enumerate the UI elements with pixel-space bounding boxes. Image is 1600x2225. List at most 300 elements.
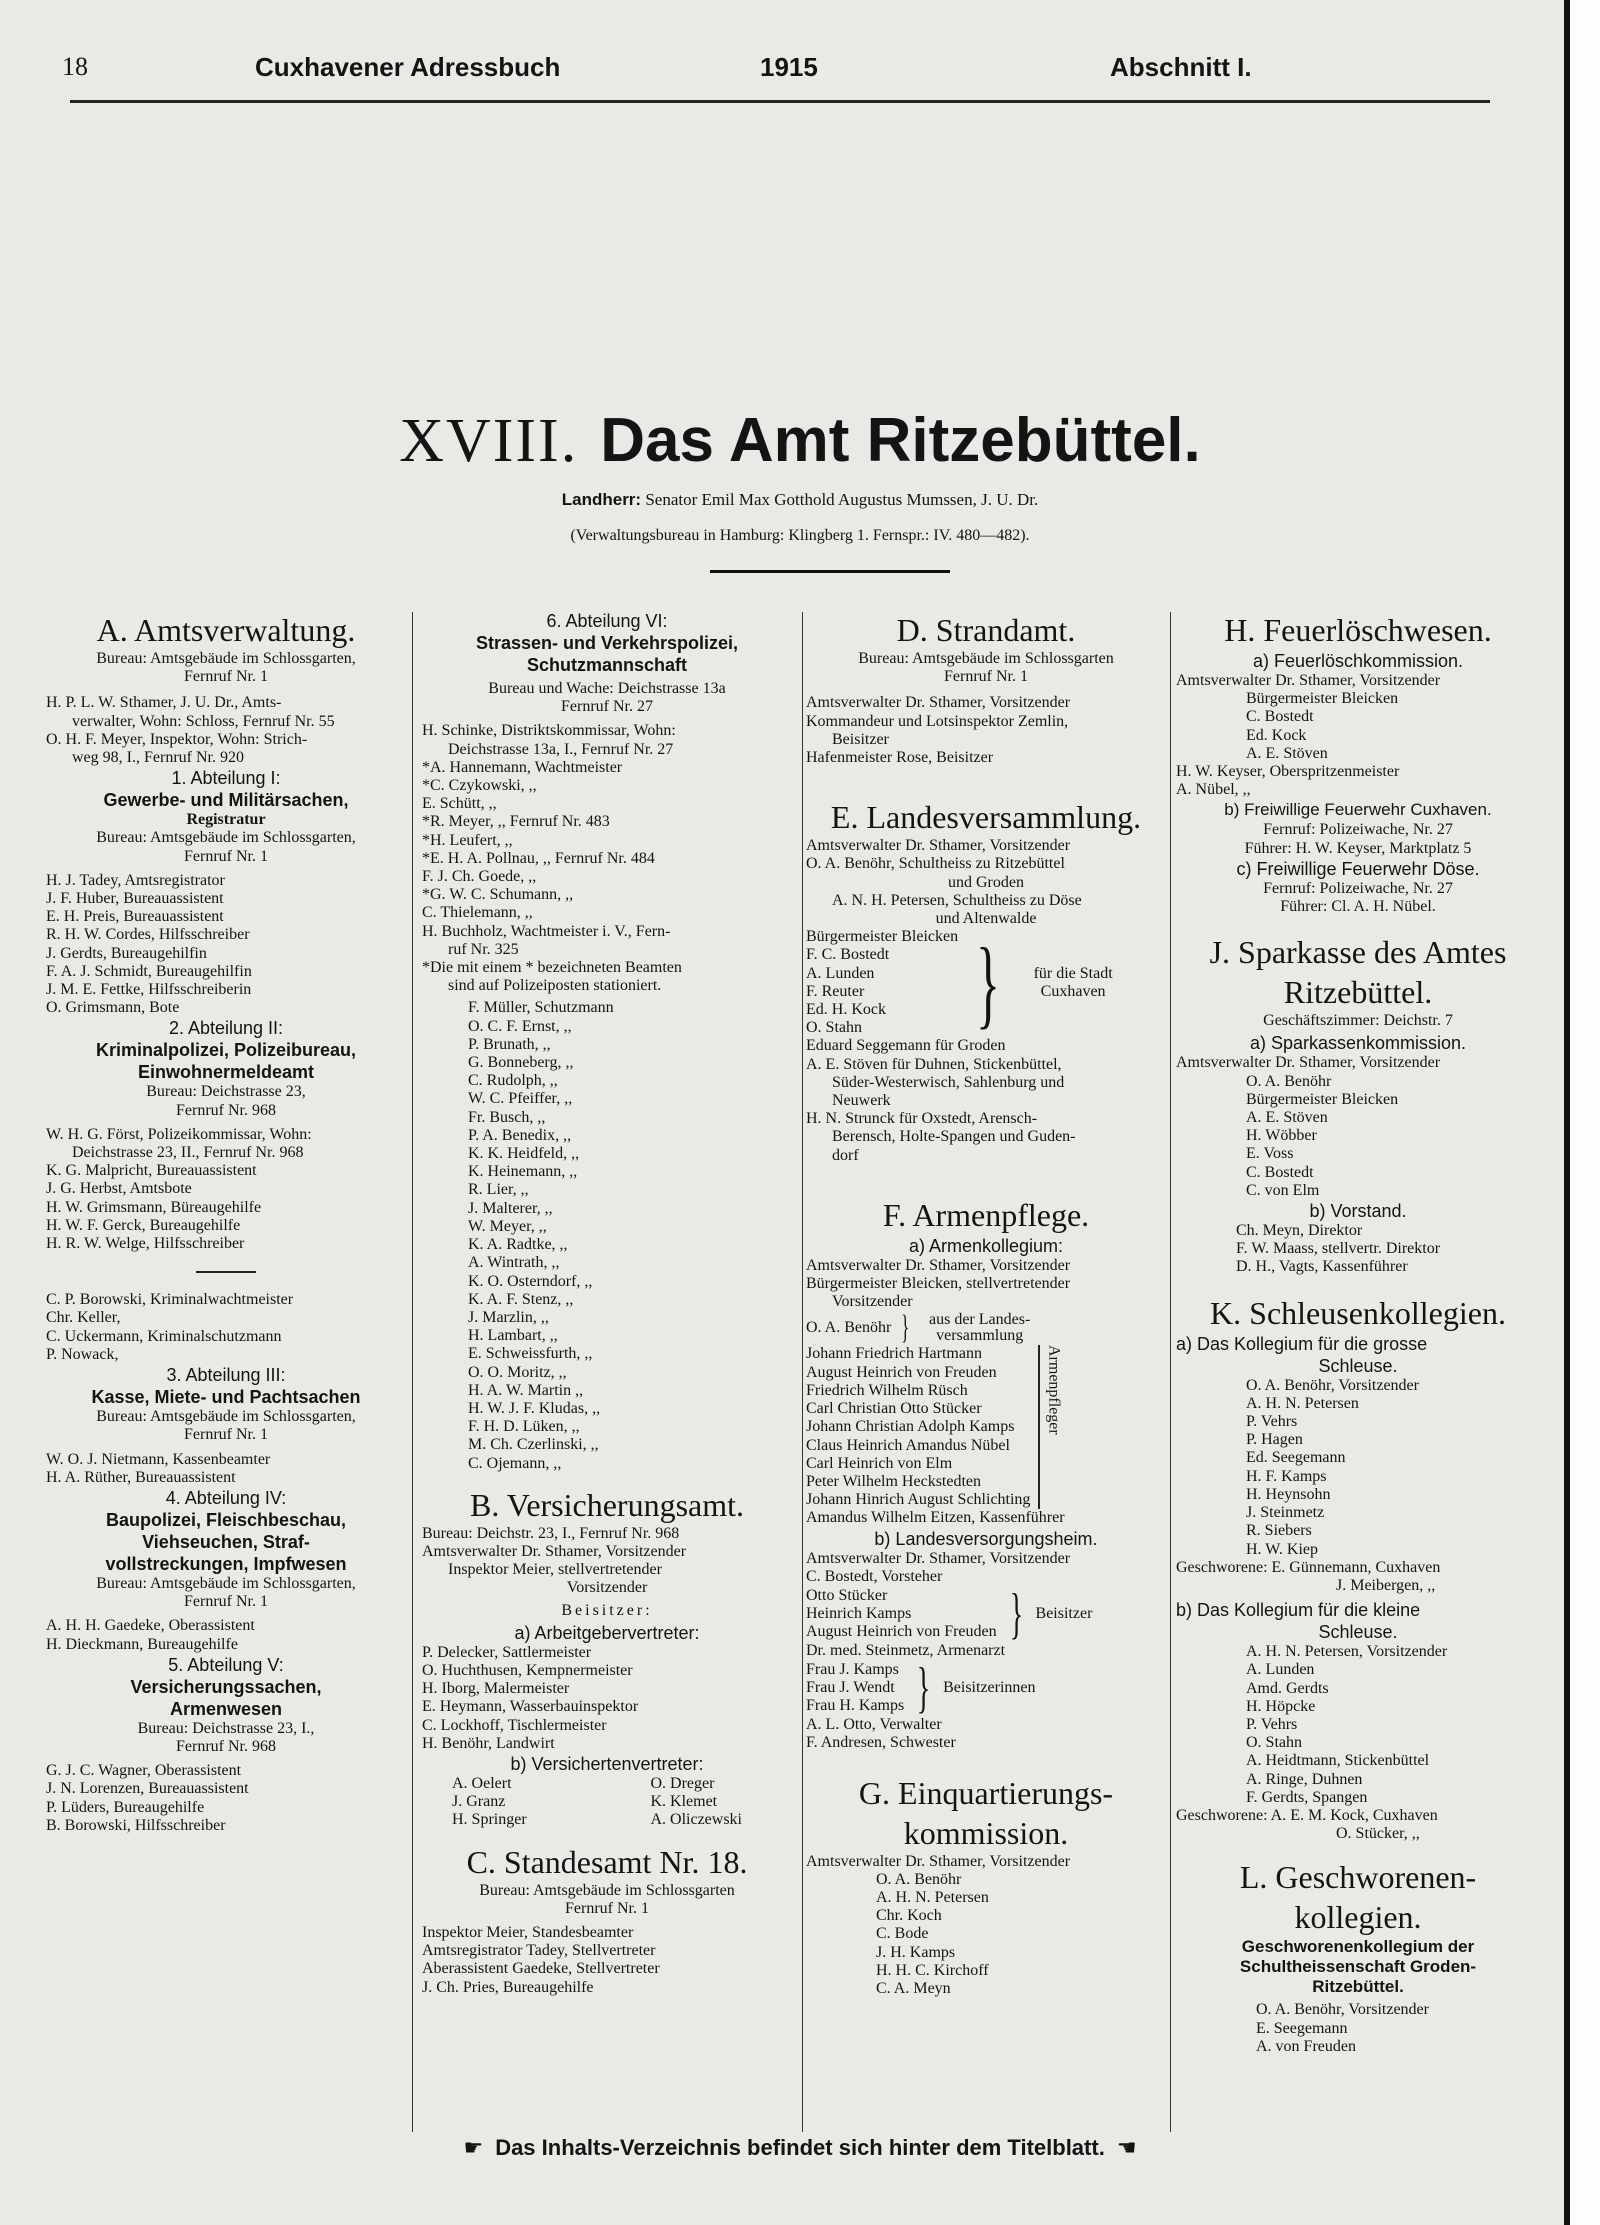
armenpfleger-group <box>806 1345 1166 1509</box>
list-item: O. C. F. Ernst, ,, <box>468 1017 572 1035</box>
text-line: Fernruf Nr. 1 <box>184 1426 268 1444</box>
subsection-name: Geschworenenkollegium der <box>1241 1937 1475 1957</box>
list-item: H. A. W. Martin ,, <box>468 1381 584 1399</box>
text-line: J. Granz <box>452 1793 506 1811</box>
subsection-title: b) Freiwillige Feuerwehr Cuxhaven. <box>1224 800 1492 820</box>
text-line: Johann Christian Adolph Kamps <box>806 1418 1015 1436</box>
subsection-title: a) Sparkassenkommission. <box>1249 1033 1467 1054</box>
text-line: C. Thielemann, ,, <box>422 904 533 922</box>
list-item: O. O. Moritz, ,, <box>468 1363 567 1381</box>
text-line: O. Stahn <box>1246 1734 1302 1752</box>
footer-notice <box>0 2135 1600 2161</box>
text-line: F. A. J. Schmidt, Bureaugehilfin <box>46 962 252 980</box>
list-item: K. K. Heidfeld, ,, <box>468 1145 580 1163</box>
subsection-title: 3. Abteilung III: <box>166 1365 286 1386</box>
armenpfleger-label: Armenpfleger <box>1038 1345 1062 1509</box>
list-item: W. Meyer, ,, <box>468 1217 547 1235</box>
text-line: Führer: Cl. A. H. Nübel. <box>1280 898 1436 916</box>
text-line: A. E. Stöven <box>1246 744 1328 762</box>
section-heading-j: J. Sparkasse des Amtes <box>1209 934 1507 971</box>
text-line: O. Stücker, ,, <box>1336 1825 1420 1843</box>
text-line: H. W. Kiep <box>1246 1540 1318 1558</box>
text-line: A. N. H. Petersen, Schultheiss zu Döse <box>832 891 1082 909</box>
text-line: verwalter, Wohn: Schloss, Fernruf Nr. 55 <box>72 712 335 730</box>
text-line: H. Benöhr, Landwirt <box>422 1734 555 1752</box>
text-line: Ch. Meyn, Direktor <box>1236 1222 1363 1240</box>
text-line: E. Schütt, ,, <box>422 795 497 813</box>
text-line: J. N. Lorenzen, Bureauassistent <box>46 1780 249 1798</box>
text-line: Aberassistent Gaedeke, Stellvertreter <box>422 1960 660 1978</box>
text-line: Hafenmeister Rose, Beisitzer <box>806 749 994 767</box>
text-line: Deichstrasse 23, II., Fernruf Nr. 968 <box>72 1144 304 1162</box>
page-edge <box>1564 0 1600 2225</box>
subsection-title: 4. Abteilung IV: <box>165 1487 287 1508</box>
text-line: H. Iborg, Malermeister <box>422 1680 570 1698</box>
text-line: C. Bode <box>876 1925 929 1943</box>
text-line: J. H. Kamps <box>876 1943 956 1961</box>
text-line: Bureau: Amtsgebäude im Schlossgarten, <box>96 1574 356 1592</box>
subsection-title: Schleuse. <box>1318 1355 1398 1376</box>
text-line: Bureau: Amtsgebäude im Schlossgarten <box>479 1881 735 1899</box>
text-line: *C. Czykowski, ,, <box>422 777 537 795</box>
text-line: Fernruf Nr. 1 <box>944 668 1028 686</box>
subsection-title: Schleuse. <box>1318 1622 1398 1643</box>
text-line: Vorsitzender <box>832 1293 913 1311</box>
staff-list <box>422 722 792 995</box>
text-line: Führer: H. W. Keyser, Marktplatz 5 <box>1244 839 1472 857</box>
text-line: Carl Christian Otto Stücker <box>806 1400 982 1418</box>
year: 1915 <box>760 52 818 82</box>
list-item: J. Marzlin, ,, <box>468 1308 549 1326</box>
text-line: Amd. Gerdts <box>1246 1679 1329 1697</box>
text-line: H. Wöbber <box>1246 1127 1317 1145</box>
text-line: A. von Freuden <box>1256 2037 1356 2055</box>
subsection-title: 2. Abteilung II: <box>168 1018 284 1039</box>
text-line: P. Lüders, Bureaugehilfe <box>46 1798 205 1816</box>
text-line: H. Dieckmann, Bureaugehilfe <box>46 1635 238 1653</box>
text-line: J. Ch. Pries, Bureaugehilfe <box>422 1978 594 1996</box>
text-line: Bürgermeister Bleicken <box>1246 690 1399 708</box>
list-item: E. Schweissfurth, ,, <box>468 1345 593 1363</box>
subsection-name: Versicherungssachen, <box>130 1676 322 1697</box>
text-line: H. W. Grimsmann, Büreaugehilfe <box>46 1198 262 1216</box>
text-line: Geschworene: A. E. M. Kock, Cuxhaven <box>1176 1806 1438 1824</box>
subsection-title: c) Freiwillige Feuerwehr Döse. <box>1236 858 1480 879</box>
text-line: O. A. Benöhr <box>876 1870 962 1888</box>
chapter-name: Das Amt Ritzebüttel. <box>600 406 1201 475</box>
text-line: Eduard Seggemann für Groden <box>806 1037 1006 1055</box>
subsection-name: Baupolizei, Fleischbeschau, <box>105 1509 347 1530</box>
subsection-name: Gewerbe- und Militärsachen, <box>103 790 349 811</box>
text-line: J. Steinmetz <box>1246 1504 1325 1522</box>
subsection-title: 5. Abteilung V: <box>168 1654 284 1675</box>
text-line: H. W. Keyser, Oberspritzenmeister <box>1176 763 1400 781</box>
text-line: A. Ringe, Duhnen <box>1246 1770 1363 1788</box>
text-line: H. R. W. Welge, Hilfsschreiber <box>46 1235 245 1253</box>
text-line: J. M. E. Fettke, Hilfsschreiberin <box>46 981 252 999</box>
text-line: Bürgermeister Bleicken, stellvertretender <box>806 1275 1071 1293</box>
text-line: Friedrich Wilhelm Rüsch <box>806 1381 968 1399</box>
subsection-name: vollstreckungen, Impfwesen <box>105 1553 347 1574</box>
text-line: Süder-Westerwisch, Sahlenburg und <box>832 1073 1065 1091</box>
text-line: O. H. F. Meyer, Inspektor, Wohn: Strich- <box>46 730 308 748</box>
list-item: K. A. F. Stenz, ,, <box>468 1290 574 1308</box>
text-line: C. P. Borowski, Kriminalwachtmeister <box>46 1291 294 1309</box>
brace-glyph: } <box>916 1657 931 1720</box>
brace-label: Beisitzer <box>1035 1604 1093 1622</box>
text-line: Geschworene: E. Günnemann, Cuxhaven <box>1176 1558 1441 1576</box>
text-line: ruf Nr. 325 <box>448 940 519 958</box>
text-line: D. H., Vagts, Kassenführer <box>1236 1258 1408 1276</box>
list-item: Fr. Busch, ,, <box>468 1108 546 1126</box>
text-line: Johann Friedrich Hartmann <box>806 1345 982 1363</box>
list-item: K. O. Osterndorf, ,, <box>468 1272 593 1290</box>
text-line: Fernruf Nr. 1 <box>565 1899 649 1917</box>
text-line: C. Bostedt <box>1246 708 1314 726</box>
section-heading-e: E. Landesversammlung. <box>830 799 1142 836</box>
list-item: J. Malterer, ,, <box>468 1199 553 1217</box>
subsection-name: Schultheissenschaft Groden- <box>1239 1957 1477 1977</box>
book-title: Cuxhavener Adressbuch <box>255 52 561 82</box>
text-line: Amtsverwalter Dr. Sthamer, Vorsitzender <box>806 1256 1071 1274</box>
section-heading-f: F. Armenpflege. <box>882 1196 1090 1233</box>
text-line: Frau H. Kamps <box>806 1697 905 1715</box>
text-line: H. Springer <box>452 1811 527 1829</box>
subsection-title: b) Versichertenvertreter: <box>510 1753 704 1774</box>
brace-label: für die Stadt Cuxhaven <box>1033 964 1113 1000</box>
text-line: Bureau: Amtsgebäude im Schlossgarten, <box>96 650 356 667</box>
subsection-name: Schutzmannschaft <box>526 655 688 675</box>
column-1 <box>46 610 406 1835</box>
text-line: H. F. Kamps <box>1246 1467 1327 1485</box>
text-line: H. A. Rüther, Bureauassistent <box>46 1468 236 1486</box>
bureau-line: (Verwaltungsbureau in Hamburg: Klingberg 1. Fernspr.: IV. 480—482). <box>570 527 1030 544</box>
text-line: Amtsverwalter Dr. Sthamer, Vorsitzender <box>1176 672 1441 689</box>
text-line: C. Bostedt, Vorsteher <box>806 1567 943 1585</box>
text-line: Amtsverwalter Dr. Sthamer, Vorsitzender <box>806 1852 1071 1870</box>
section-heading-k: K. Schleusenkollegien. <box>1210 1294 1506 1331</box>
text-line: A. H. H. Gaedeke, Oberassistent <box>46 1617 255 1635</box>
text-line: W. O. J. Nietmann, Kassenbeamter <box>46 1450 271 1468</box>
text-line: Bureau: Deichstr. 23, I., Fernruf Nr. 968 <box>422 1524 680 1542</box>
subsection-title: 6. Abteilung VI: <box>546 611 668 631</box>
text-line: Amtsverwalter Dr. Sthamer, Vorsitzender <box>806 837 1071 855</box>
text-line: Fernruf Nr. 968 <box>176 1101 276 1119</box>
text-line: A. Nübel, ,, <box>1176 781 1251 799</box>
section-heading-d: D. Strandamt. <box>896 612 1076 648</box>
list-item: P. A. Benedix, ,, <box>468 1126 572 1144</box>
list-item: C. Ojemann, ,, <box>468 1454 562 1472</box>
text-line: Bürgermeister Bleicken <box>1246 1090 1399 1108</box>
text-line: Bureau: Amtsgebäude im Schlossgarten <box>858 650 1114 667</box>
column-rule <box>412 612 413 2132</box>
page-number: 18 <box>62 52 88 81</box>
text-line: Fernruf Nr. 1 <box>184 668 268 686</box>
text-line: K. G. Malpricht, Bureauassistent <box>46 1162 257 1180</box>
text-line: F. Gerdts, Spangen <box>1246 1788 1368 1806</box>
brace-glyph: } <box>901 1309 910 1347</box>
text-line: Beisitzer <box>832 730 889 748</box>
text-line: Johann Hinrich August Schlichting <box>806 1491 1031 1509</box>
running-header <box>0 52 1600 92</box>
brace-glyph: } <box>976 926 1001 1038</box>
column-4 <box>1176 610 1540 2056</box>
text-line: Frau J. Kamps <box>806 1660 899 1678</box>
text-line: E. Heymann, Wasserbauinspektor <box>422 1698 639 1716</box>
text-line: Vorsitzender <box>566 1579 648 1597</box>
text-line: *H. Leufert, ,, <box>422 831 513 849</box>
text-line: Beisitzer: <box>561 1601 653 1619</box>
text-line: H. Schinke, Distriktskommissar, Wohn: <box>422 722 676 740</box>
text-line: Amtsverwalter Dr. Sthamer, Vorsitzender <box>806 694 1071 712</box>
list-item: K. Heinemann, ,, <box>468 1163 578 1181</box>
two-column-list <box>422 1775 792 1830</box>
text-line: H. W. F. Gerck, Bureaugehilfe <box>46 1216 241 1234</box>
subsection-name: Kasse, Miete- und Pachtsachen <box>91 1387 361 1408</box>
text-line: E. Seegemann <box>1256 2019 1348 2037</box>
text-line: Fernruf Nr. 1 <box>184 847 268 865</box>
text-line: Fernruf: Polizeiwache, Nr. 27 <box>1263 879 1453 897</box>
subsection-name: Einwohnermeldeamt <box>137 1062 315 1083</box>
text-line: Bureau: Deichstrasse 23, I., <box>137 1719 315 1737</box>
text-line: *R. Meyer, ,, Fernruf Nr. 483 <box>422 813 610 831</box>
text-line: O. A. Benöhr <box>1246 1072 1332 1090</box>
text-line: und Altenwalde <box>935 910 1037 928</box>
text-line: A. H. N. Petersen, Vorsitzender <box>1246 1643 1448 1661</box>
text-line: C. Uckermann, Kriminalschutzmann <box>46 1327 282 1345</box>
brace-group <box>806 1311 1166 1345</box>
list-item: M. Ch. Czerlinski, ,, <box>468 1436 599 1454</box>
text-line: O. A. Benöhr, Schultheiss zu Ritzebüttel <box>806 855 1065 873</box>
text-line: Claus Heinrich Amandus Nübel <box>806 1436 1010 1454</box>
text-line: O. Dreger <box>650 1774 715 1792</box>
text-line: Deichstrasse 13a, I., Fernruf Nr. 27 <box>448 740 674 758</box>
schutzmann-list <box>422 999 792 1472</box>
section-heading-a: A. Amtsverwaltung. <box>96 612 356 648</box>
subsection-title: a) Das Kollegium für die grosse <box>1176 1333 1428 1354</box>
text-line: H. J. Tadey, Amtsregistrator <box>46 871 225 889</box>
text-line: F. W. Maass, stellvertr. Direktor <box>1236 1240 1441 1258</box>
column-rule <box>802 612 803 2132</box>
text-line: P. Hagen <box>1246 1431 1303 1449</box>
text-line: O. A. Benöhr, Vorsitzender <box>1256 2001 1429 2019</box>
list-item: W. C. Pfeiffer, ,, <box>468 1090 573 1108</box>
text-line: P. Vehrs <box>1246 1715 1298 1733</box>
pointing-hand-icon: ☛ <box>463 2135 484 2160</box>
section-heading-c: C. Standesamt Nr. 18. <box>466 1843 748 1880</box>
text-line: Ed. Kock <box>1246 726 1307 744</box>
brace-group <box>806 928 1166 1037</box>
list-item: H. W. J. F. Kludas, ,, <box>468 1399 601 1417</box>
text-line: C. Bostedt <box>1246 1163 1314 1181</box>
text-line: Amtsverwalter Dr. Sthamer, Vorsitzender <box>1176 1054 1441 1072</box>
column-rule <box>1170 612 1171 2132</box>
column-3 <box>806 610 1166 1998</box>
text-line: Inspektor Meier, stellvertretender <box>448 1561 662 1579</box>
text-line: Inspektor Meier, Standesbeamter <box>422 1923 634 1941</box>
text-line: Frau J. Wendt <box>806 1679 895 1697</box>
column-2 <box>422 610 792 1997</box>
text-line: Fernruf Nr. 27 <box>561 698 653 716</box>
list-item: F. H. D. Lüken, ,, <box>468 1418 580 1436</box>
text-line: Ed. Seegemann <box>1246 1449 1346 1467</box>
text-line: Chr. Keller, <box>46 1309 121 1327</box>
text-line: W. H. G. Först, Polizeikommissar, Wohn: <box>46 1125 312 1143</box>
text-line: P. Vehrs <box>1246 1413 1298 1431</box>
text-line: H. P. L. W. Sthamer, J. U. Dr., Amts- <box>46 694 282 712</box>
subsection-title: b) Das Kollegium für die kleine <box>1176 1600 1421 1621</box>
text-line: R. H. W. Cordes, Hilfsschreiber <box>46 926 250 944</box>
text-line: Geschäftszimmer: Deichstr. 7 <box>1263 1012 1453 1030</box>
subsection-title: 1. Abteilung I: <box>171 768 281 789</box>
subsection-name: Viehseuchen, Straf- <box>142 1531 310 1552</box>
text-line: dorf <box>832 1146 859 1164</box>
text-line: sind auf Polizeiposten stationiert. <box>448 977 662 995</box>
list-item: G. Bonneberg, ,, <box>468 1054 574 1072</box>
text-line: A. E. Stöven für Duhnen, Stickenbüttel, <box>806 1055 1062 1073</box>
brace-group <box>806 1582 1166 1645</box>
footer-text: Das Inhalts-Verzeichnis befindet sich hinter dem Titelblatt. <box>495 2135 1105 2160</box>
list-item: A. Wintrath, ,, <box>468 1254 560 1272</box>
text-line: Heinrich Kamps <box>806 1604 912 1622</box>
text-line: B. Borowski, Hilfsschreiber <box>46 1816 226 1834</box>
title-rule <box>710 570 950 573</box>
text-line: C. Lockhoff, Tischlermeister <box>422 1716 607 1734</box>
text-line: A. H. N. Petersen <box>1246 1394 1359 1412</box>
text-line: August Heinrich von Freuden <box>806 1623 997 1641</box>
text-line: Fernruf: Polizeiwache, Nr. 27 <box>1263 821 1453 839</box>
text-line: Otto Stücker <box>806 1586 888 1604</box>
text-line: J. Meibergen, ,, <box>1336 1576 1436 1594</box>
text-line: *G. W. C. Schumann, ,, <box>422 886 574 904</box>
text-line: Carl Heinrich von Elm <box>806 1454 953 1472</box>
divider <box>196 1271 256 1273</box>
grosse-schleuse-list <box>1176 1377 1540 1559</box>
section-heading-j-cont: Ritzebüttel. <box>1283 974 1433 1011</box>
text-line: *A. Hannemann, Wachtmeister <box>422 758 623 776</box>
pointing-hand-left-icon: ☚ <box>1116 2135 1137 2160</box>
text-line: K. Klemet <box>650 1793 718 1811</box>
text-line: O. A. Benöhr, Vorsitzender <box>1246 1376 1419 1394</box>
section-heading-b: B. Versicherungsamt. <box>469 1486 745 1523</box>
brace-glyph: } <box>1009 1582 1023 1645</box>
header-rule <box>70 100 1490 103</box>
list-item: C. Rudolph, ,, <box>468 1072 558 1090</box>
subsection-title: a) Feuerlöschkommission. <box>1252 651 1464 671</box>
list-item: K. A. Radtke, ,, <box>468 1236 568 1254</box>
text-line: Bürgermeister Bleicken <box>806 928 959 946</box>
text-line: Ed. H. Kock <box>806 1001 886 1019</box>
text-line: Bureau: Deichstrasse 23, <box>146 1083 306 1101</box>
text-line: Peter Wilhelm Heckstedten <box>806 1472 982 1490</box>
landherr-line <box>0 490 1600 510</box>
text-line: E. Voss <box>1246 1145 1294 1163</box>
text-line: Registratur <box>186 811 266 829</box>
brace-label: aus der Landes-versammlung <box>929 1311 1031 1345</box>
text-line: *E. H. A. Pollnau, ,, Fernruf Nr. 484 <box>422 849 655 867</box>
text-line: C. von Elm <box>1246 1181 1320 1199</box>
section-heading-l: L. Geschworenen- <box>1239 1859 1477 1896</box>
chapter-title <box>0 405 1600 477</box>
text-line: Amtsverwalter Dr. Sthamer, Vorsitzender <box>422 1542 687 1560</box>
text-line: Dr. med. Steinmetz, Armenarzt <box>806 1641 1006 1659</box>
text-line: H. Buchholz, Wachtmeister i. V., Fern- <box>422 922 671 940</box>
text-line: Bureau: Amtsgebäude im Schlossgarten, <box>96 1408 356 1426</box>
text-line: J. G. Herbst, Amtsbote <box>46 1180 192 1198</box>
text-line: A. Oliczewski <box>650 1811 742 1829</box>
subsection-name: Strassen- und Verkehrspolizei, <box>475 633 739 653</box>
text-line: Bureau und Wache: Deichstrasse 13a <box>488 680 726 697</box>
text-line: A. Lunden <box>806 964 875 982</box>
text-line: Bureau: Amtsgebäude im Schlossgarten, <box>96 829 356 847</box>
text-line: R. Siebers <box>1246 1522 1312 1540</box>
text-line: Fernruf Nr. 1 <box>184 1593 268 1611</box>
subsection-name: Kriminalpolizei, Polizeibureau, <box>95 1040 357 1061</box>
list-item: H. Lambart, ,, <box>468 1327 558 1345</box>
section-heading-h: H. Feuerlöschwesen. <box>1224 612 1492 648</box>
text-line: P. Nowack, <box>46 1345 119 1363</box>
brace-label: Beisitzerinnen <box>943 1679 1036 1697</box>
text-line: Amtsregistrator Tadey, Stellvertreter <box>422 1942 656 1960</box>
text-line: O. Grimsmann, Bote <box>46 999 180 1017</box>
text-line: A. Oelert <box>452 1774 512 1792</box>
text-line: A. Heidtmann, Stickenbüttel <box>1246 1752 1430 1770</box>
text-line: H. Höpcke <box>1246 1697 1316 1715</box>
text-line: August Heinrich von Freuden <box>806 1363 997 1381</box>
landherr-text: Senator Emil Max Gotthold Augustus Mumssen, J. U. Dr. <box>645 490 1039 509</box>
text-line: F. C. Bostedt <box>806 946 890 964</box>
text-line: F. Reuter <box>806 982 865 1000</box>
text-line: O. Huchthusen, Kempnermeister <box>422 1661 633 1679</box>
text-line: Berensch, Holte-Spangen und Guden- <box>832 1128 1076 1146</box>
text-line: J. Gerdts, Bureaugehilfin <box>46 944 207 962</box>
text-line: Kommandeur und Lotsinspektor Zemlin, <box>806 712 1069 730</box>
text-line: F. J. Ch. Goede, ,, <box>422 868 537 886</box>
text-line: E. H. Preis, Bureauassistent <box>46 908 224 926</box>
text-line: und Groden <box>948 873 1024 891</box>
section-heading-g-cont: kommission. <box>903 1814 1069 1851</box>
text-line: A. H. N. Petersen <box>876 1888 989 1906</box>
section-heading-l-cont: kollegien. <box>1294 1899 1422 1936</box>
text-line: F. Andresen, Schwester <box>806 1734 956 1752</box>
section-label: Abschnitt I. <box>1110 52 1252 82</box>
text-line: J. F. Huber, Bureauassistent <box>46 890 224 908</box>
text-line: P. Delecker, Sattlermeister <box>422 1643 592 1661</box>
text-line: weg 98, I., Fernruf Nr. 920 <box>72 749 244 767</box>
text-line: G. J. C. Wagner, Oberassistent <box>46 1762 242 1780</box>
text-line: Neuwerk <box>832 1092 891 1110</box>
section-heading-g: G. Einquartierungs- <box>858 1774 1114 1811</box>
text-line: H. H. C. Kirchoff <box>876 1961 989 1979</box>
text-line: H. N. Strunck für Oxstedt, Arensch- <box>806 1110 1038 1128</box>
brace-group <box>806 1657 1166 1720</box>
subsection-title: b) Vorstand. <box>1309 1201 1407 1222</box>
chapter-number: XVIII. <box>399 407 579 475</box>
list-item: R. Lier, ,, <box>468 1181 529 1199</box>
subsection-name: Ritzebüttel. <box>1312 1977 1404 1997</box>
text-line: Chr. Koch <box>876 1907 942 1925</box>
text-line: O. Stahn <box>806 1019 862 1037</box>
text-line: A. L. Otto, Verwalter <box>806 1716 942 1734</box>
subsection-title: b) Landesversorgungsheim. <box>874 1528 1098 1549</box>
text-line: *Die mit einem * bezeichneten Beamten <box>422 959 682 977</box>
list-item: F. Müller, Schutzmann <box>468 999 614 1017</box>
text-line: Amandus Wilhelm Eitzen, Kassenführer <box>806 1509 1065 1527</box>
text-line: H. Heynsohn <box>1246 1485 1331 1503</box>
text-line: C. A. Meyn <box>876 1979 951 1997</box>
text-line: O. A. Benöhr <box>806 1319 892 1337</box>
text-line: Fernruf Nr. 968 <box>176 1737 276 1755</box>
